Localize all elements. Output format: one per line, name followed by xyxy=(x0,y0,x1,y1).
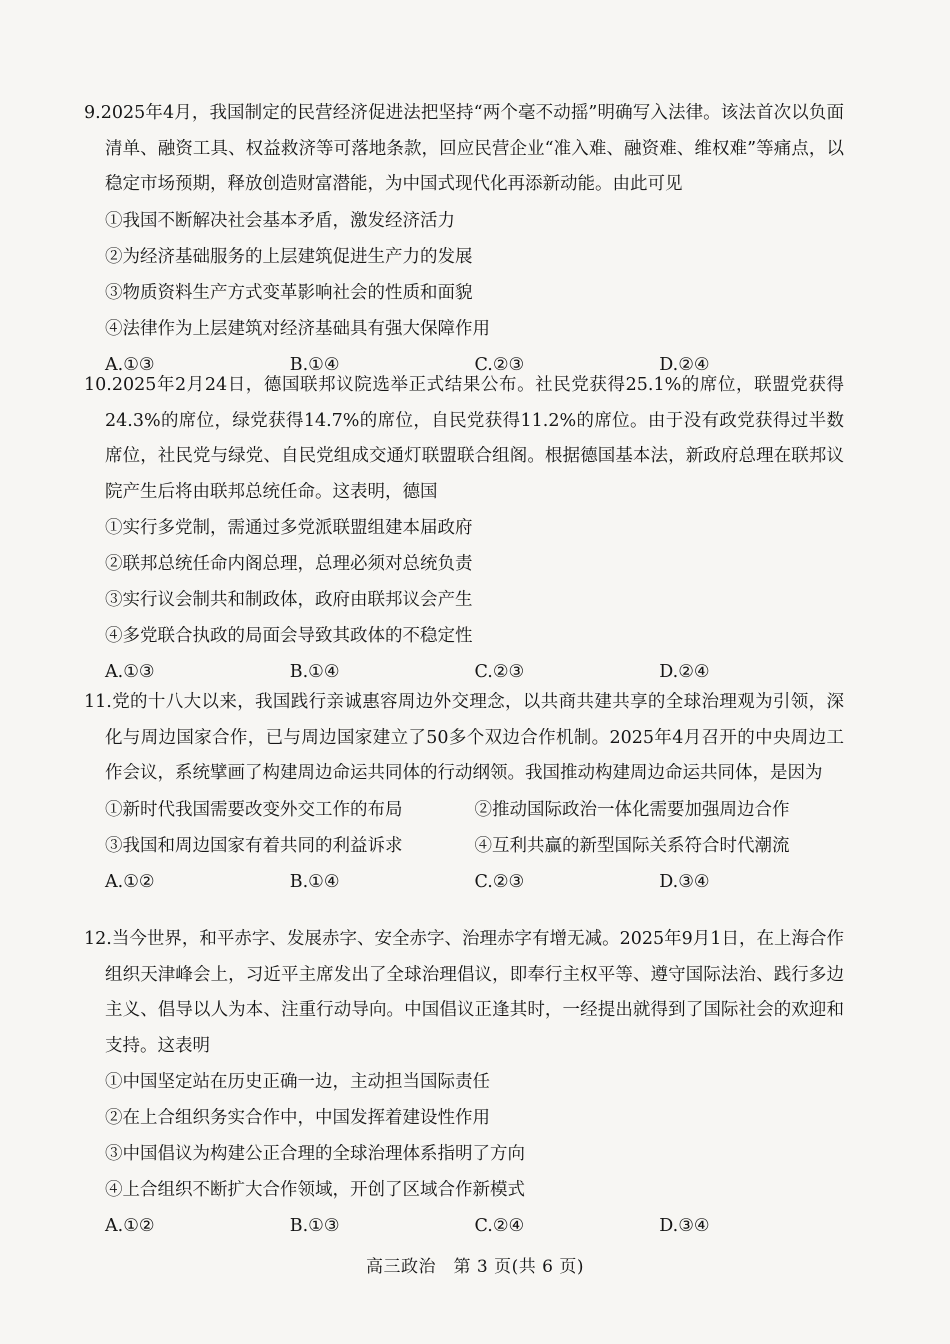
answer-choice-a: A.①③ xyxy=(105,354,155,375)
answer-choice-d: D.③④ xyxy=(659,871,710,892)
question-12 xyxy=(84,922,844,1244)
question-stem: 12.当今世界，和平赤字、发展赤字、安全赤字、治理赤字有增无减。2025年9月1日，在上海合作组织天津峰会上，习近平主席发出了全球治理倡议，即奉行主权平等、遵守国际法治、践行多边主义、倡导以人为本、注重行动导向。中国倡议正逢其时，一经提出就得到了国际社会的欢迎和支持。这表明 xyxy=(84,929,844,1056)
answer-choice-c: C.②③ xyxy=(474,871,525,892)
option-item: ④互利共赢的新型国际关系符合时代潮流 xyxy=(474,835,790,856)
option-item: ④法律作为上层建筑对经济基础具有强大保障作用 xyxy=(105,318,490,339)
question-stem: 10.2025年2月24日，德国联邦议院选举正式结果公布。社民党获得25.1%的席位，联盟党获得24.3%的席位，绿党获得14.7%的席位，自民党获得11.2%的席位。由于没有政党获得过半数席位，社民党与绿党、自民党组成交通灯联盟联合组阁。根据德国基本法，新政府总理在联邦议院产生后将由联邦总统任命。这表明，德国 xyxy=(84,375,844,502)
option-item: ④上合组织不断扩大合作领域，开创了区域合作新模式 xyxy=(105,1180,525,1200)
option-item: ③实行议会制共和制政体，政府由联邦议会产生 xyxy=(105,590,473,610)
page-footer: 高三政治 第 3 页(共 6 页) xyxy=(365,1257,584,1277)
answer-choice-d: D.②④ xyxy=(659,354,710,375)
answer-choice-b: B.①④ xyxy=(289,354,340,375)
option-list xyxy=(84,510,844,654)
answer-choice-a: A.①② xyxy=(105,871,155,892)
answer-choice-b: B.①③ xyxy=(289,1216,340,1236)
option-list xyxy=(84,1064,844,1208)
answer-choice-c: C.②③ xyxy=(474,354,525,375)
question-stem: 9.2025年4月，我国制定的民营经济促进法把坚持“两个毫不动摇”明确写入法律。该法首次以负面清单、融资工具、权益救济等可落地条款，回应民营企业“准入难、融资难、维权难”等痛点，以稳定市场预期，释放创造财富潜能，为中国式现代化再添新动能。由此可见 xyxy=(84,103,844,194)
answer-choice-d: D.②④ xyxy=(659,662,710,682)
option-item: ①新时代我国需要改变外交工作的布局 xyxy=(105,799,403,820)
option-item: ②推动国际政治一体化需要加强周边合作 xyxy=(474,799,790,820)
option-item: ①实行多党制，需通过多党派联盟组建本届政府 xyxy=(105,518,473,538)
option-item: ④多党联合执政的局面会导致其政体的不稳定性 xyxy=(105,626,473,646)
answer-choices xyxy=(84,864,844,900)
option-item: ③中国倡议为构建公正合理的全球治理体系指明了方向 xyxy=(105,1144,525,1164)
question-9 xyxy=(84,96,844,383)
option-item: ②为经济基础服务的上层建筑促进生产力的发展 xyxy=(105,246,473,267)
question-10 xyxy=(84,368,844,690)
option-item: ②联邦总统任命内阁总理，总理必须对总统负责 xyxy=(105,554,473,574)
answer-choice-c: C.②③ xyxy=(474,662,525,682)
answer-choice-a: A.①② xyxy=(105,1216,155,1236)
question-11 xyxy=(84,685,844,900)
option-list xyxy=(84,792,844,864)
answer-choices xyxy=(84,1208,844,1244)
option-item: ②在上合组织务实合作中，中国发挥着建设性作用 xyxy=(105,1108,490,1128)
answer-choice-b: B.①④ xyxy=(289,871,340,892)
option-list xyxy=(84,203,844,347)
answer-choice-a: A.①③ xyxy=(105,662,155,682)
option-item: ③我国和周边国家有着共同的利益诉求 xyxy=(105,835,403,856)
option-item: ①中国坚定站在历史正确一边，主动担当国际责任 xyxy=(105,1072,490,1092)
option-item: ①我国不断解决社会基本矛盾，激发经济活力 xyxy=(105,210,455,231)
answer-choice-b: B.①④ xyxy=(289,662,340,682)
question-stem: 11.党的十八大以来，我国践行亲诚惠容周边外交理念，以共商共建共享的全球治理观为引领，深化与周边国家合作，已与周边国家建立了50多个双边合作机制。2025年4月召开的中央周边工作会议，系统擘画了构建周边命运共同体的行动纲领。我国推动构建周边命运共同体，是因为 xyxy=(84,692,844,783)
answer-choice-c: C.②④ xyxy=(474,1216,525,1236)
option-item: ③物质资料生产方式变革影响社会的性质和面貌 xyxy=(105,282,473,303)
answer-choice-d: D.③④ xyxy=(659,1216,710,1236)
